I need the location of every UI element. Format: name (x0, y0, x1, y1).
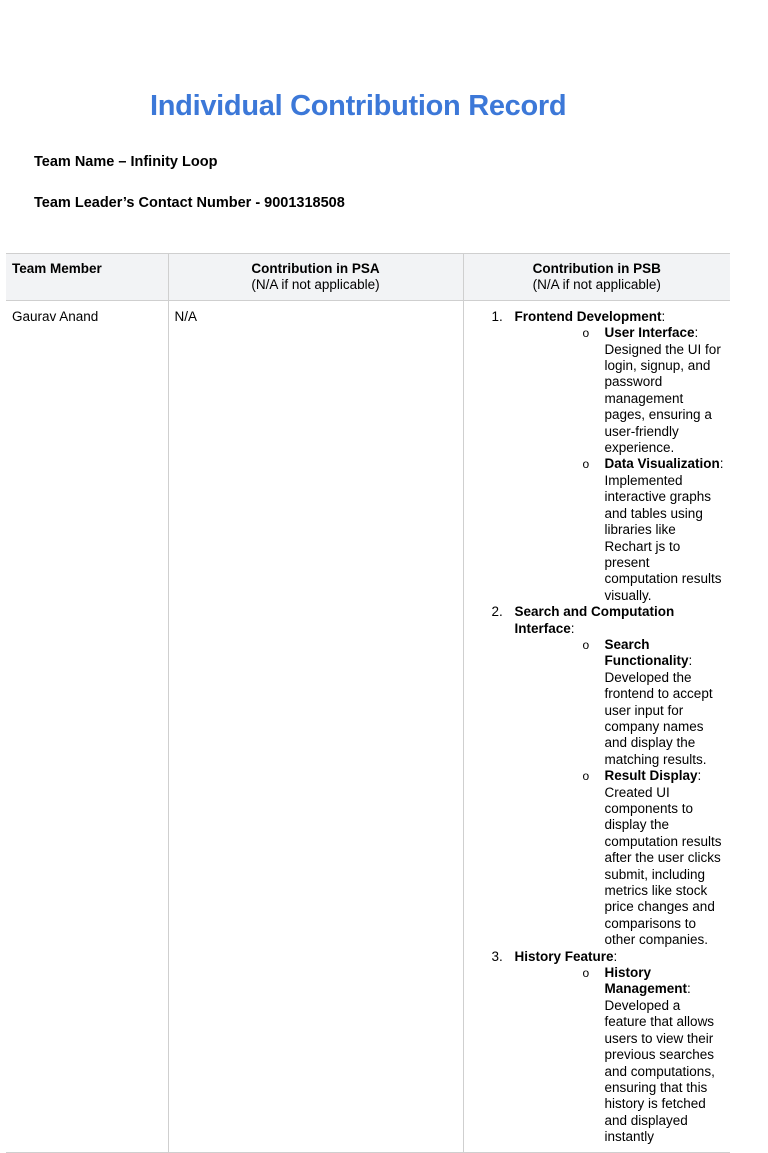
cell-team-member: Gaurav Anand (6, 300, 168, 1152)
page-title: Individual Contribution Record (150, 90, 567, 122)
sub-list (515, 637, 725, 949)
table-row (6, 300, 730, 1152)
bullet-icon: o (582, 769, 590, 784)
table-header-row (6, 254, 730, 301)
list-item: o Search Functionality: Developed the frontend to accept user input for company names and display the matching results. (582, 636, 713, 767)
contribution-table (6, 253, 730, 1153)
header-contribution-psb: Contribution in PSB (N/A if not applicable) (463, 254, 730, 301)
list-item: o User Interface: Designed the UI for login, signup, and password management pages, ensuring a user-friendly experience. (582, 325, 721, 456)
bullet-icon: o (582, 637, 590, 652)
bullet-icon: o (582, 457, 590, 472)
sub-list (515, 965, 725, 1145)
list-item: o Result Display: Created UI components to display the computation results after the user clicks submit, including metrics like stock price changes and comparisons to other companies. (582, 768, 722, 948)
team-name: Team Name – Infinity Loop (34, 154, 218, 170)
list-item: 3. History Feature: o History Management: Developed a feature that allows users to view their previous searches and computations, ensuring that this history is fetched and displayed instantly (470, 949, 725, 1146)
list-item: 2. Search and Computation Interface: o Search Functionality: Developed the frontend to accept user input for company names and display the matching results. o Result Display: Created UI components to display the computation results after the user clicks submit, including metrics like stock price changes and comparisons to other companies. (470, 604, 725, 949)
list-item: o Data Visualization: Implemented interactive graphs and tables using libraries like Rechart js to present computation results visually. (582, 456, 724, 603)
list-item: 1. Frontend Development: o User Interface: Designed the UI for login, signup, and password management pages, ensuring a user-friendly experience. o Data Visualization: Implemented interactive graphs and tables using libraries like Rechart js to present computation results visually. (491, 308, 724, 603)
bullet-icon: o (582, 966, 590, 981)
cell-psb (463, 300, 730, 1152)
sub-list (515, 325, 725, 604)
team-leader-contact: Team Leader’s Contact Number - 9001318508 (34, 195, 345, 211)
psb-contribution-list (470, 309, 725, 1146)
cell-psa: N/A (168, 300, 463, 1152)
header-team-member: Team Member (6, 254, 168, 301)
list-item: o History Management: Developed a feature that allows users to view their previous searches and computations, ensuring that this history is fetched and displayed instantly (582, 965, 715, 1145)
bullet-icon: o (582, 326, 590, 341)
header-contribution-psa: Contribution in PSA (N/A if not applicable) (168, 254, 463, 301)
